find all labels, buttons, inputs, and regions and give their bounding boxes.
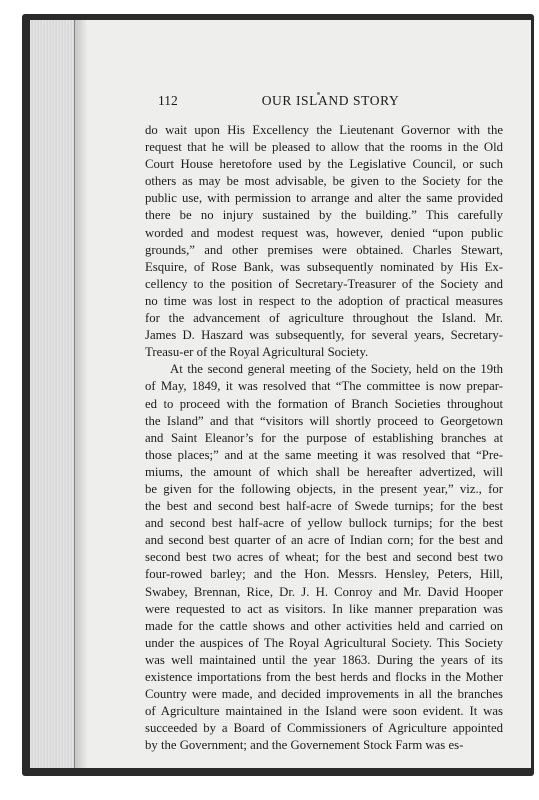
text-line: for the advancement of agriculture throughout the Island. Mr. [145, 311, 503, 326]
text-line: those places;” and at the same meeting it was resolved that “Pre- [145, 447, 503, 462]
text-line: the Island” and that “visitors will shortly proceed to Georgetown [145, 413, 503, 428]
gutter-shadow [74, 20, 88, 768]
text-line: Court House heretofore used by the Legislative Council, or such [145, 157, 503, 172]
text-line: second best two acres of wheat; for the best and second best two [145, 550, 503, 565]
text-line: by the Government; and the Governement Stock Farm was es- [145, 738, 464, 753]
text-line: James D. Haszard was subsequently, for several years, Secretary- [145, 328, 503, 343]
text-line: Esquire, of Rose Bank, was subsequently nominated by His Ex- [145, 259, 503, 274]
text-line: the best and second best half-acre of Swede turnips; for the best [145, 499, 503, 514]
text-line: miums, the amount of which shall be hereafter advertized, will [145, 464, 503, 479]
paragraph [145, 361, 503, 754]
text-line: Swabey, Brennan, Rice, Dr. J. H. Conroy and Mr. David Hooper [145, 584, 503, 599]
text-line: under the auspices of The Royal Agricultural Society. This Society [145, 635, 503, 650]
page-number: 112 [158, 93, 178, 108]
text-line: request that he will be pleased to allow that the rooms in the Old [145, 140, 503, 155]
text-line: and second best half-acre of yellow bullock turnips; for the best [145, 516, 503, 531]
text-line: ed to proceed with the formation of Branch Societies throughout [145, 396, 503, 411]
text-line: existence importations from the best herds and flocks in the Mother [145, 670, 503, 684]
text-line: there be no injury sustained by the building.” This carefully [145, 208, 503, 223]
text-line: others as may be most advisable, be given to the Society for the [145, 174, 503, 189]
text-line: cellency to the position of Secretary-Treasurer of the Society and [145, 276, 503, 291]
text-line: of May, 1849, it was resolved that “The committee is now prepar- [145, 379, 503, 394]
text-line: worded and modest request was, however, denied “upon public [145, 225, 503, 240]
text-line: of Agriculture maintained in the Island were soon evident. It was [145, 704, 503, 719]
text-line: four-rowed barley; and the Hon. Messrs. Hensley, Peters, Hill, [145, 567, 503, 582]
running-title: OUR ISLAND STORY [261, 93, 400, 108]
text-line: Treasu-er of the Royal Agricultural Society. [145, 345, 369, 360]
text-line: public use, with permission to arrange and alter the same provided [145, 191, 503, 206]
text-line: do wait upon His Excellency the Lieutenant Governor with the [145, 123, 503, 137]
body-text [145, 122, 503, 754]
text-line: and Saint Eleanor’s for the purpose of establishing branches at [145, 430, 503, 445]
text-line: be given for the following objects, in the present year,” viz., for [145, 481, 503, 496]
text-line: and second best quarter of an acre of Indian corn; for the best and [145, 533, 503, 548]
text-line: Country were made, and decided improvements in all the branches [145, 687, 503, 702]
running-head [158, 93, 503, 111]
text-line: no time was lost in respect to the adoption of practical measures [145, 293, 503, 308]
text-line: were requested to act as visitors. In like manner preparation was [145, 601, 503, 616]
text-line: made for the cattle shows and other activities held and carried on [145, 618, 503, 633]
text-line: At the second general meeting of the Society, held on the 19th [170, 362, 503, 377]
text-line: was well maintained until the year 1863. During the years of its [145, 652, 503, 667]
text-line: succeeded by a Board of Commissioners of Agriculture appointed [145, 721, 503, 736]
text-line: grounds,” and other premises were obtained. Charles Stewart, [145, 242, 503, 257]
paragraph [145, 122, 503, 361]
page-edges [30, 20, 77, 768]
